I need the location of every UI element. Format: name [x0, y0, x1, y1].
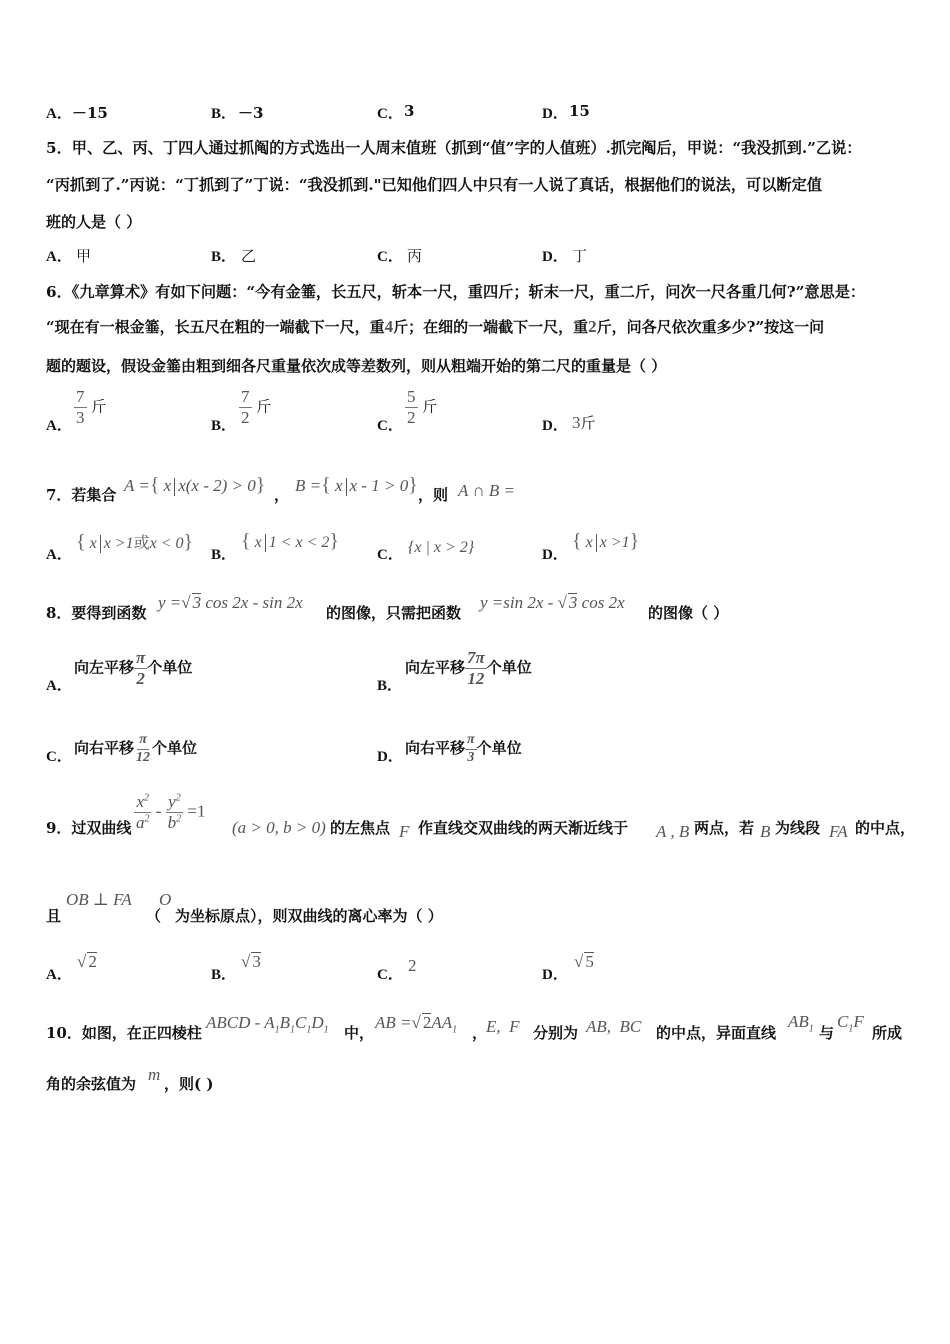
- q9-option-a-value: √ 2: [77, 952, 97, 971]
- q7-option-d-label: D．: [542, 547, 568, 563]
- q8-option-b-label: B．: [377, 678, 403, 694]
- q7-option-a-value: { x x >1或x < 0}: [76, 531, 194, 553]
- q7-option-a-label: A．: [46, 547, 72, 563]
- q5-option-a-text: 甲: [76, 247, 92, 265]
- q8-target-function: y =√ 3 cos 2x - sin 2x: [158, 593, 303, 612]
- q8-stem-a: 8．要得到函数: [46, 604, 147, 622]
- q5-line-2: “丙抓到了.”丙说：“丁抓到了”丁说：“我没抓到."已知他们四人中只有一人说了真话，根据他们的说法，可以断定值: [46, 176, 822, 194]
- q8-option-d: 向右平移 $\frac{\pi}{3}$ 个单位: [405, 732, 522, 765]
- q7-set-a: A ={ x x(x - 2) > 0}: [124, 474, 266, 496]
- q4-option-a-label: A．: [46, 106, 72, 122]
- q10-cosine-m: m: [148, 1065, 161, 1084]
- q9-hyperbola-equation: $\frac{x^2}{a^2}$ - $\frac{y^2}{b^2}$ =1: [136, 792, 206, 832]
- q9-stem-a: 9．过双曲线: [46, 819, 132, 837]
- q7-option-d-value: { x x >1}: [572, 530, 640, 552]
- q8-option-a-label: A．: [46, 678, 72, 694]
- q8-option-c: 向右平移 $\frac{\pi}{12}$ 个单位: [74, 732, 198, 765]
- q4-option-b-label: B．: [211, 106, 237, 122]
- q6-weight-4: 4: [384, 317, 394, 336]
- q5-option-c-label: C．: [377, 249, 403, 265]
- q7-stem: 7．若集合: [46, 486, 117, 504]
- q10-line-2-b: ，则( ): [164, 1075, 214, 1093]
- q9-points-ab: A , B: [656, 822, 690, 841]
- q6-line-2: “现在有一根金箠，长五尺在粗的一端截下一尺，重4斤；在细的一端截下一尺，重2斤，问各尺依次重多少?”按这一问: [46, 317, 825, 336]
- q10-line-ab1: $AB_1$: [788, 1012, 814, 1035]
- q5-option-a-label: A．: [46, 249, 72, 265]
- q7-option-c-value: {x | x > 2}: [408, 539, 475, 556]
- q9-option-c-value: 2: [408, 956, 417, 975]
- q9-segment-fa: FA: [829, 822, 848, 841]
- q8-option-d-label: D．: [377, 749, 403, 765]
- q10-line-2-a: 角的余弦值为: [46, 1075, 137, 1093]
- q6-weight-2: 2: [588, 317, 597, 336]
- q10-line-c1f: $C_1F$: [837, 1012, 864, 1035]
- q8-option-a: 向左平移 $\frac{\pi}{2}$ 个单位: [74, 648, 193, 688]
- q8-option-c-label: C．: [46, 749, 72, 765]
- q4-option-d-label: D．: [542, 106, 568, 122]
- q9-perpendicular: OB ⊥ FA: [66, 890, 132, 909]
- q6-option-c-value: $\frac{5}{2}$ 斤: [407, 387, 438, 427]
- q9-option-a-label: A．: [46, 967, 72, 983]
- q9-focus-f: F: [399, 822, 410, 841]
- q8-stem-c: 的图像（ ）: [648, 604, 729, 622]
- q9-point-b: B: [760, 822, 771, 841]
- q4-option-d-text: 15: [569, 102, 590, 120]
- q6-option-d-value: 3斤: [572, 413, 596, 432]
- q8-stem-b: 的图像，只需把函数: [326, 604, 462, 622]
- q7-option-b-label: B．: [211, 547, 237, 563]
- q7-option-b-value: { x 1 < x < 2}: [241, 530, 340, 552]
- q5-line-1: 5．甲、乙、丙、丁四人通过抓阄的方式选出一人周末值班（抓到“值”字的人值班）.抓完阄后，甲说：“我没抓到.”乙说：: [46, 139, 862, 157]
- q7-option-c-label: C．: [377, 547, 403, 563]
- q9-option-d-value: √ 5: [574, 952, 594, 971]
- q5-option-d-label: D．: [542, 249, 568, 265]
- q9-option-d-label: D．: [542, 967, 568, 983]
- q10-stem-a: 10．如图，在正四棱柱: [46, 1024, 202, 1042]
- q4-option-c-label: C．: [377, 106, 403, 122]
- q4-option-b-text: －3: [238, 104, 264, 122]
- q5-option-b-text: 乙: [241, 247, 257, 265]
- q9-option-c-label: C．: [377, 967, 403, 983]
- q4-option-a-text: －15: [72, 104, 108, 122]
- q5-option-c-text: 丙: [407, 247, 423, 265]
- q9-option-b-value: √ 3: [241, 952, 261, 971]
- q5-option-d-text: 丁: [572, 247, 588, 265]
- q6-option-b-value: $\frac{7}{2}$ 斤: [241, 387, 272, 427]
- q9-condition: (a > 0, b > 0): [232, 818, 326, 837]
- q6-line-3: 题的题设，假设金箠由粗到细各尺重量依次成等差数列，则从粗端开始的第二尺的重量是（ ）: [46, 357, 667, 375]
- q10-edge-relation: AB =√ $2AA_1$: [375, 1013, 458, 1036]
- q6-option-a-label: A．: [46, 418, 72, 434]
- q6-option-b-label: B．: [211, 418, 237, 434]
- q7-intersection: A ∩ B =: [458, 481, 515, 500]
- q10-prism-name: ABCD - $A_1B_1C_1D_1$: [206, 1013, 329, 1036]
- q7-set-b: B ={ x x - 1 > 0}: [295, 474, 418, 496]
- q5-line-3: 班的人是（ ）: [46, 213, 142, 231]
- q8-option-b: 向左平移 $\frac{7\pi}{12}$ 个单位: [405, 648, 532, 688]
- q6-option-d-label: D．: [542, 418, 568, 434]
- q10-segments-ab-bc: AB, BC: [586, 1017, 642, 1036]
- q6-option-a-value: $\frac{7}{3}$ 斤: [76, 387, 107, 427]
- q8-source-function: y =sin 2x - √ 3 cos 2x: [480, 593, 625, 612]
- q6-line-1: 6．《九章算术》有如下问题：“今有金箠，长五尺，斩本一尺，重四斤；斩末一尺，重二斤，问次一尺各重几何?”意思是：: [46, 283, 866, 301]
- q10-points-ef: E, F: [486, 1017, 520, 1036]
- q9-option-b-label: B．: [211, 967, 237, 983]
- q6-option-c-label: C．: [377, 418, 403, 434]
- q9-origin-o: O: [159, 890, 172, 909]
- q4-option-c-text: 3: [404, 102, 415, 120]
- q5-option-b-label: B．: [211, 249, 237, 265]
